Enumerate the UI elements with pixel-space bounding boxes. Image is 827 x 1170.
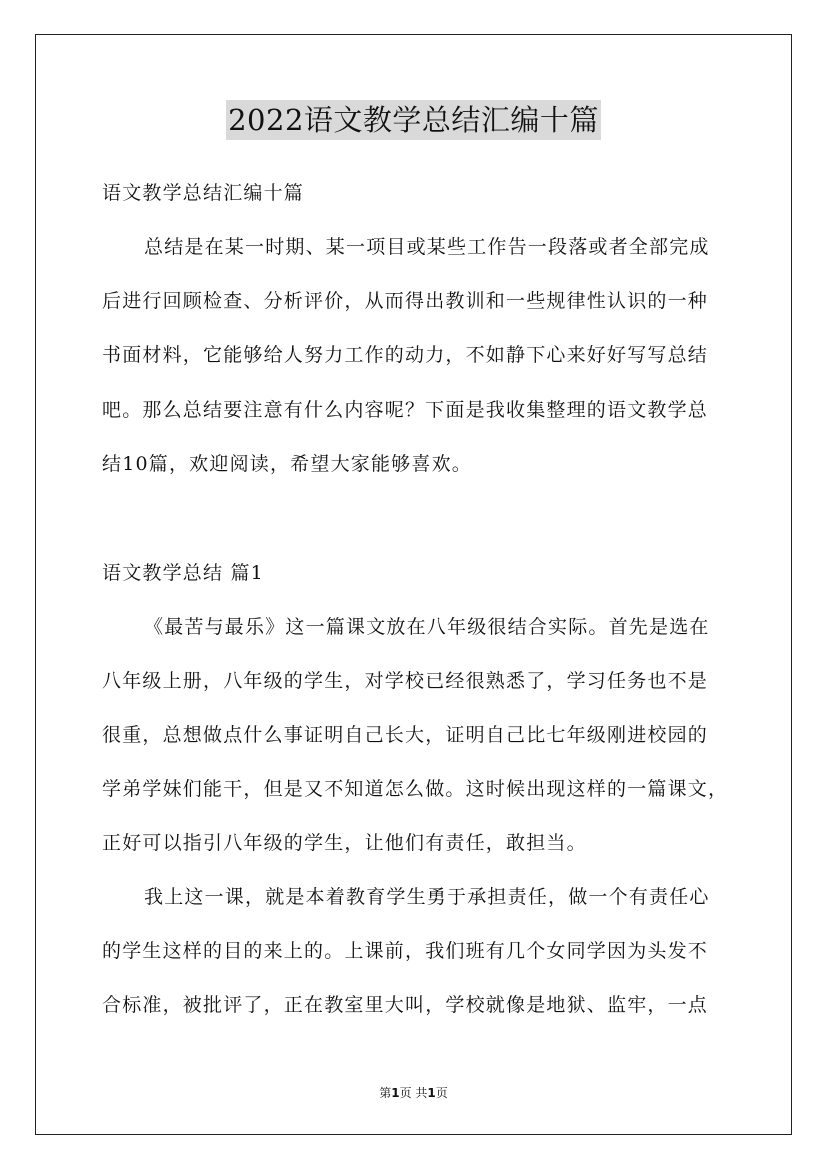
paragraph-line: 八年级上册，八年级的学生，对学校已经很熟悉了，学习任务也不是 — [102, 670, 709, 692]
section-heading: 语文教学总结 篇1 — [102, 562, 264, 584]
intro-line: 结10篇，欢迎阅读，希望大家能够喜欢。 — [102, 453, 472, 475]
page-suffix: 页 — [435, 1086, 448, 1100]
page-mid: 页 共 — [399, 1086, 428, 1100]
paragraph-line: 的学生这样的目的来上的。上课前，我们班有几个女同学因为头发不 — [102, 940, 709, 962]
document-title: 2022语文教学总结汇编十篇 — [226, 100, 601, 140]
page-footer — [0, 1084, 827, 1101]
intro-line: 后进行回顾检查、分析评价，从而得出教训和一些规律性认识的一种 — [102, 290, 709, 312]
page-prefix: 第 — [379, 1086, 392, 1100]
intro-line: 书面材料，它能够给人努力工作的动力，不如静下心来好好写写总结 — [102, 344, 709, 366]
subtitle: 语文教学总结汇编十篇 — [102, 182, 305, 204]
title-container — [0, 100, 827, 140]
page-current: 1 — [391, 1086, 400, 1100]
paragraph-line: 《最苦与最乐》这一篇课文放在八年级很结合实际。首先是选在 — [144, 616, 710, 638]
paragraph-line: 学弟学妹们能干，但是又不知道怎么做。这时候出现这样的一篇课文， — [102, 778, 729, 800]
paragraph-line: 很重，总想做点什么事证明自己长大，证明自己比七年级刚进校园的 — [102, 724, 709, 746]
intro-line: 总结是在某一时期、某一项目或某些工作告一段落或者全部完成 — [144, 236, 710, 258]
paragraph-line: 我上这一课，就是本着教育学生勇于承担责任，做一个有责任心 — [144, 886, 710, 908]
paragraph-line: 合标准，被批评了，正在教室里大叫，学校就像是地狱、监牢，一点 — [102, 994, 709, 1016]
intro-line: 吧。那么总结要注意有什么内容呢？下面是我收集整理的语文教学总 — [102, 399, 709, 421]
page-total: 1 — [427, 1086, 436, 1100]
paragraph-line: 正好可以指引八年级的学生，让他们有责任，敢担当。 — [102, 832, 587, 854]
